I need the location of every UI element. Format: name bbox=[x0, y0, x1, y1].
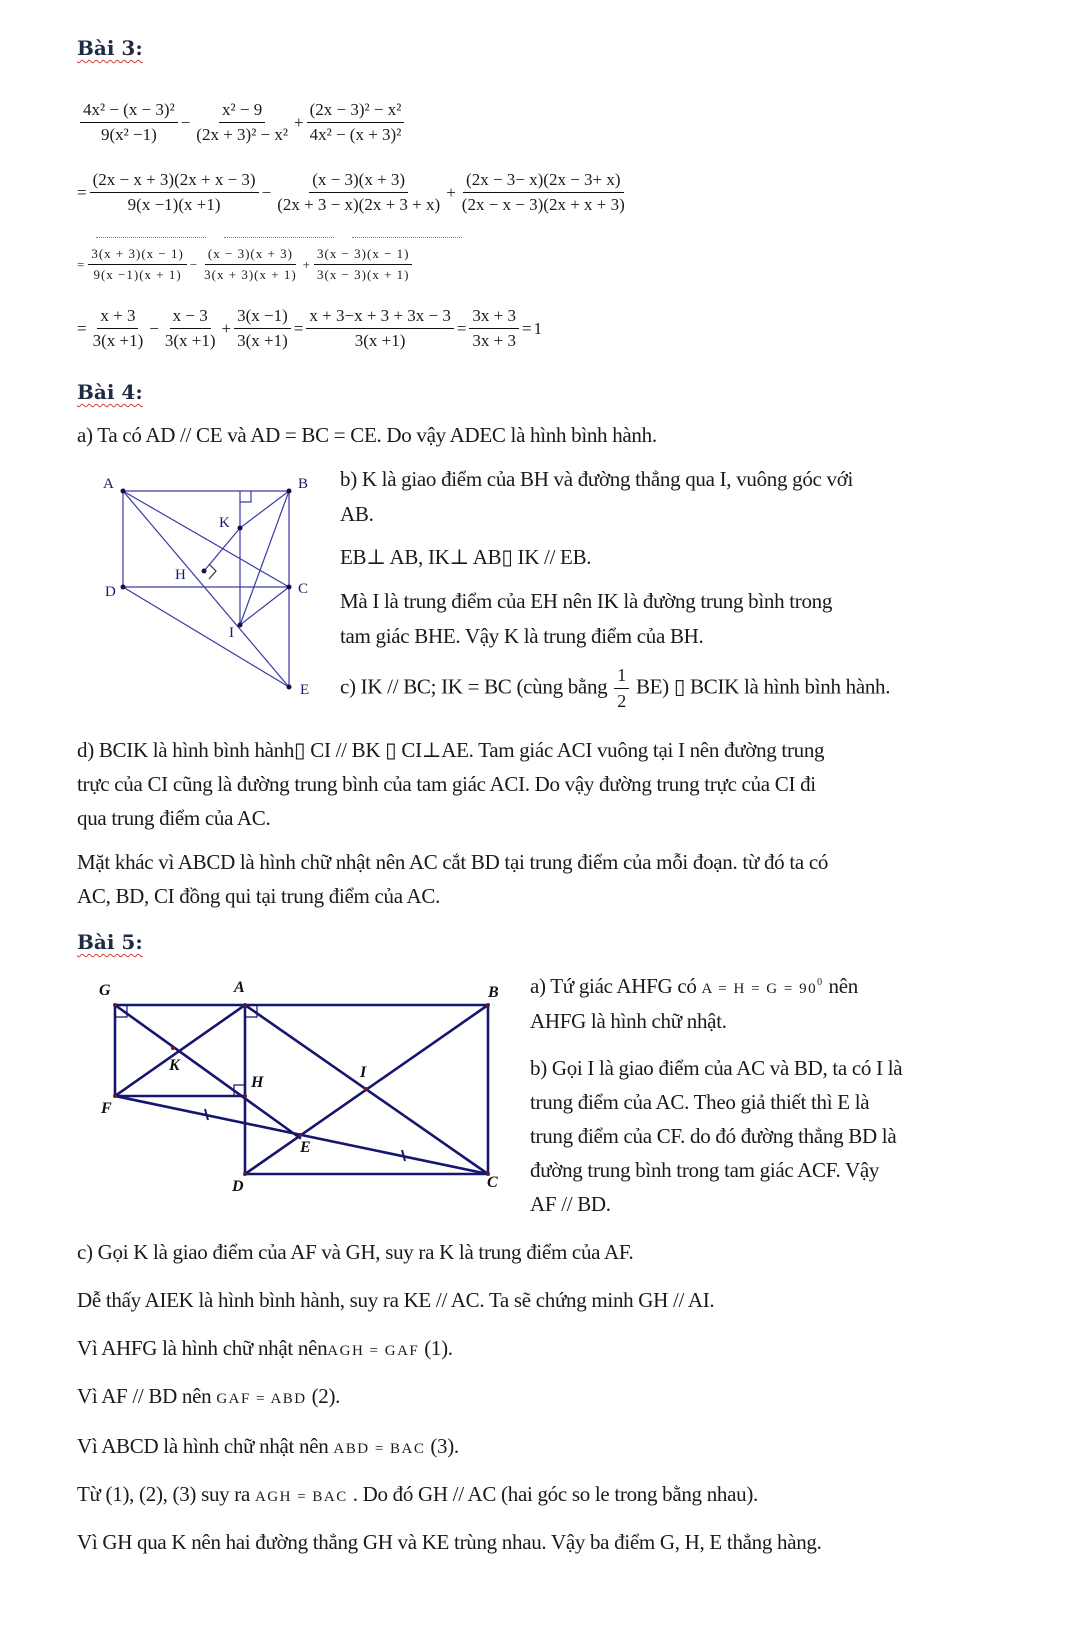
point-d bbox=[243, 1172, 247, 1176]
label-d: D bbox=[105, 584, 116, 600]
label-e: E bbox=[300, 1139, 311, 1156]
point-f bbox=[113, 1094, 117, 1098]
label-k: K bbox=[219, 515, 230, 531]
bai5-part-a-line1: a) Tứ giác AHFG có $A = H = G = 90^0$ nên bbox=[530, 974, 858, 998]
fraction: $\frac{(2x - x + 3)(2x + x - 3)}{9(x -1)(x +1)}$ bbox=[90, 170, 259, 215]
bai3-expression-line4: = $\frac{x + 3}{3(x +1)}$ − $\frac{x - 3}{3(x +1)}$ + $\frac{3(x -1)}{3(x +1)}$ = $\frac{x + 3-x + 3 + 3x - 3}{3(x +1)}$ = $\frac{3x + 3}{3x + 3}$ = 1 bbox=[77, 306, 543, 350]
point-e bbox=[287, 685, 292, 690]
bai4-heading: Bài 4: bbox=[77, 380, 143, 404]
bai4-part-e-line1: Mặt khác vì ABCD là hình chữ nhật nên AC cắt BD tại trung điểm của mỗi đoạn. từ đó ta có bbox=[77, 850, 829, 874]
point-e bbox=[298, 1133, 302, 1137]
bai5-part-b-line1: b) Gọi I là giao điểm của AC và BD, ta có I là bbox=[530, 1056, 903, 1080]
bai3-expression-line3: = $\frac{3(x + 3)(x - 1)}{9(x -1)(x + 1)}$ − $\frac{(x - 3)(x + 3)}{3(x + 3)(x + 1)}$ + $\frac{3(x - 3)(x - 1)}{3(x - 3)(x + 1)}$ bbox=[76, 246, 414, 283]
bai4-part-b-line4: Mà I là trung điểm của EH nên IK là đường trung bình trong bbox=[340, 589, 833, 613]
right-angle-mark bbox=[209, 564, 216, 579]
fraction: $\frac{\text{(2x − 3)² − x²}}{\text{4x² − (x + 3)²}}$ bbox=[307, 100, 405, 145]
bai5-figure bbox=[95, 975, 515, 1205]
bai5-part-b-line4: đường trung bình trong tam giác ACF. Vậy bbox=[530, 1158, 880, 1182]
label-d: D bbox=[232, 1178, 244, 1195]
bai5-part-b-line3: trung điểm của CF. do đó đường thẳng BD là bbox=[530, 1124, 897, 1148]
label-c: C bbox=[298, 581, 309, 597]
fraction: $\frac{3(x - 3)(x - 1)}{3(x - 3)(x + 1)}$ bbox=[314, 246, 412, 283]
point-h bbox=[243, 1094, 247, 1098]
point-k bbox=[238, 526, 243, 531]
fraction: $\frac{3x + 3}{3x + 3}$ bbox=[469, 306, 519, 351]
fraction: $\frac{(x - 3)(x + 3)}{(2x + 3 - x)(2x + 3 + x)}$ bbox=[277, 170, 441, 214]
label-i: I bbox=[229, 625, 234, 641]
bai5-part-a-line2: AHFG là hình chữ nhật. bbox=[530, 1009, 727, 1033]
bai4-part-d-line3: qua trung điểm của AC. bbox=[77, 806, 271, 830]
point-d bbox=[121, 585, 126, 590]
point-a bbox=[243, 1003, 247, 1007]
point-h bbox=[202, 569, 207, 574]
bai5-line-aiek: Dễ thấy AIEK là hình bình hành, suy ra KE // AC. Ta sẽ chứng minh GH // AI. bbox=[77, 1288, 715, 1312]
fraction: $\frac{\text{4x² − (x − 3)²}}{\text{9(x² −1)}}$ bbox=[80, 100, 178, 145]
label-h: H bbox=[251, 1074, 264, 1091]
bai5-part-b-line5: AF // BD. bbox=[530, 1192, 611, 1216]
point-k bbox=[171, 1046, 175, 1050]
point-a bbox=[121, 489, 126, 494]
fraction: $\frac{x + 3-x + 3 + 3x - 3}{3(x +1)}$ bbox=[306, 306, 453, 351]
segment-ae bbox=[123, 491, 289, 687]
bai4-part-d-line2: trực của CI cũng là đường trung bình của tam giác ACI. Do vậy đường trung trực của CI đi bbox=[77, 772, 816, 796]
struck-artifact bbox=[352, 237, 462, 238]
right-angle-mark bbox=[240, 491, 251, 502]
label-f: F bbox=[101, 1100, 112, 1117]
bai5-heading: Bài 5: bbox=[77, 930, 143, 954]
point-g bbox=[113, 1003, 117, 1007]
label-b: B bbox=[488, 984, 499, 1001]
segment-ac bbox=[123, 491, 289, 587]
bai4-part-b-line3: EB⊥ AB, IK⊥ AB▯ IK // EB. bbox=[340, 545, 592, 569]
bai5-line-5: Vì GH qua K nên hai đường thẳng GH và KE trùng nhau. Vậy ba điểm G, H, E thẳng hàng. bbox=[77, 1530, 822, 1554]
struck-artifact bbox=[96, 237, 206, 238]
bai5-line-3: Vì ABCD là hình chữ nhật nên ABD = BAC (3). bbox=[77, 1434, 459, 1458]
struck-artifact bbox=[224, 237, 334, 238]
label-h: H bbox=[175, 567, 186, 583]
bai4-part-b-line5: tam giác BHE. Vậy K là trung điểm của BH. bbox=[340, 624, 704, 648]
bai3-heading: Bài 3: bbox=[77, 36, 143, 60]
bai4-part-b-line1: b) K là giao điểm của BH và đường thẳng qua I, vuông góc với bbox=[340, 467, 854, 491]
fraction: $\frac{3(x + 3)(x - 1)}{9(x -1)(x + 1)}$ bbox=[88, 246, 186, 283]
bai4-part-a: a) Ta có AD // CE và AD = BC = CE. Do vậy ADEC là hình bình hành. bbox=[77, 423, 657, 447]
label-g: G bbox=[99, 982, 111, 999]
point-i bbox=[238, 623, 243, 628]
point-b bbox=[287, 489, 292, 494]
bai5-line-4: Từ (1), (2), (3) suy ra AGH = BAC . Do đó GH // AC (hai góc so le trong bằng nhau). bbox=[77, 1482, 758, 1506]
label-b: B bbox=[298, 476, 309, 492]
fraction: $\frac{x + 3}{3(x +1)}$ bbox=[92, 306, 144, 350]
point-c bbox=[287, 585, 292, 590]
fraction: $\frac{\text{x² − 9}}{\text{(2x + 3)² − x²}}$ bbox=[196, 100, 288, 144]
bai4-part-d-line1: d) BCIK là hình bình hành▯ CI // BK ▯ CI⊥AE. Tam giác ACI vuông tại I nên đường trung bbox=[77, 738, 825, 762]
fraction: $\frac{3(x -1)}{3(x +1)}$ bbox=[234, 306, 291, 351]
label-a: A bbox=[103, 476, 114, 492]
label-k: K bbox=[169, 1057, 180, 1074]
segment-bi bbox=[240, 491, 289, 625]
fraction: $\frac{x - 3}{3(x +1)}$ bbox=[164, 306, 216, 350]
bai3-expression-line1: $\frac{\text{4x² − (x − 3)²}}{\text{9(x² −1)}}$ − $\frac{\text{x² − 9}}{\text{(2x + 3)² − x²}}$ + $\frac{\text{(2x − 3)² − x²}}{\text{4x² − (x + 3)²}}$ bbox=[78, 100, 406, 145]
label-i: I bbox=[360, 1064, 367, 1081]
label-c: C bbox=[487, 1174, 498, 1191]
bai5-part-c: c) Gọi K là giao điểm của AF và GH, suy ra K là trung điểm của AF. bbox=[77, 1240, 634, 1264]
segment-de bbox=[123, 587, 289, 687]
bai5-part-b-line2: trung điểm của AC. Theo giả thiết thì E là bbox=[530, 1090, 870, 1114]
bai3-expression-line2: = $\frac{(2x - x + 3)(2x + x - 3)}{9(x -1)(x +1)}$ − $\frac{(x - 3)(x + 3)}{(2x + 3 - x)(2x + 3 + x)}$ + $\frac{(2x - 3- x)(2x - 3+ x)}{(2x - x - 3)(2x + x + 3)}$ bbox=[76, 170, 630, 215]
label-e: E bbox=[300, 682, 310, 698]
bai4-part-b-line2: AB. bbox=[340, 502, 374, 526]
bai5-line-2: Vì AF // BD nên GAF = ABD (2). bbox=[77, 1384, 341, 1408]
fraction: $\frac{(2x - 3- x)(2x - 3+ x)}{(2x - x - 3)(2x + x + 3)}$ bbox=[461, 170, 625, 214]
bai4-part-e-line2: AC, BD, CI đồng qui tại trung điểm của AC. bbox=[77, 884, 441, 908]
point-i bbox=[364, 1087, 368, 1091]
bai4-figure bbox=[95, 465, 330, 700]
label-a: A bbox=[234, 979, 245, 996]
fraction: $\frac{(x - 3)(x + 3)}{3(x + 3)(x + 1)}$ bbox=[204, 246, 297, 282]
bai4-part-c: c) IK // BC; IK = BC (cùng bằng $\frac{1}{2}$ BE) ▯ BCIK là hình bình hành. bbox=[340, 665, 891, 711]
bai5-line-1: Vì AHFG là hình chữ nhật nênAGH = GAF (1). bbox=[77, 1336, 453, 1360]
fraction-half: $\frac{1}{2}$ bbox=[614, 665, 629, 712]
point-b bbox=[486, 1003, 490, 1007]
